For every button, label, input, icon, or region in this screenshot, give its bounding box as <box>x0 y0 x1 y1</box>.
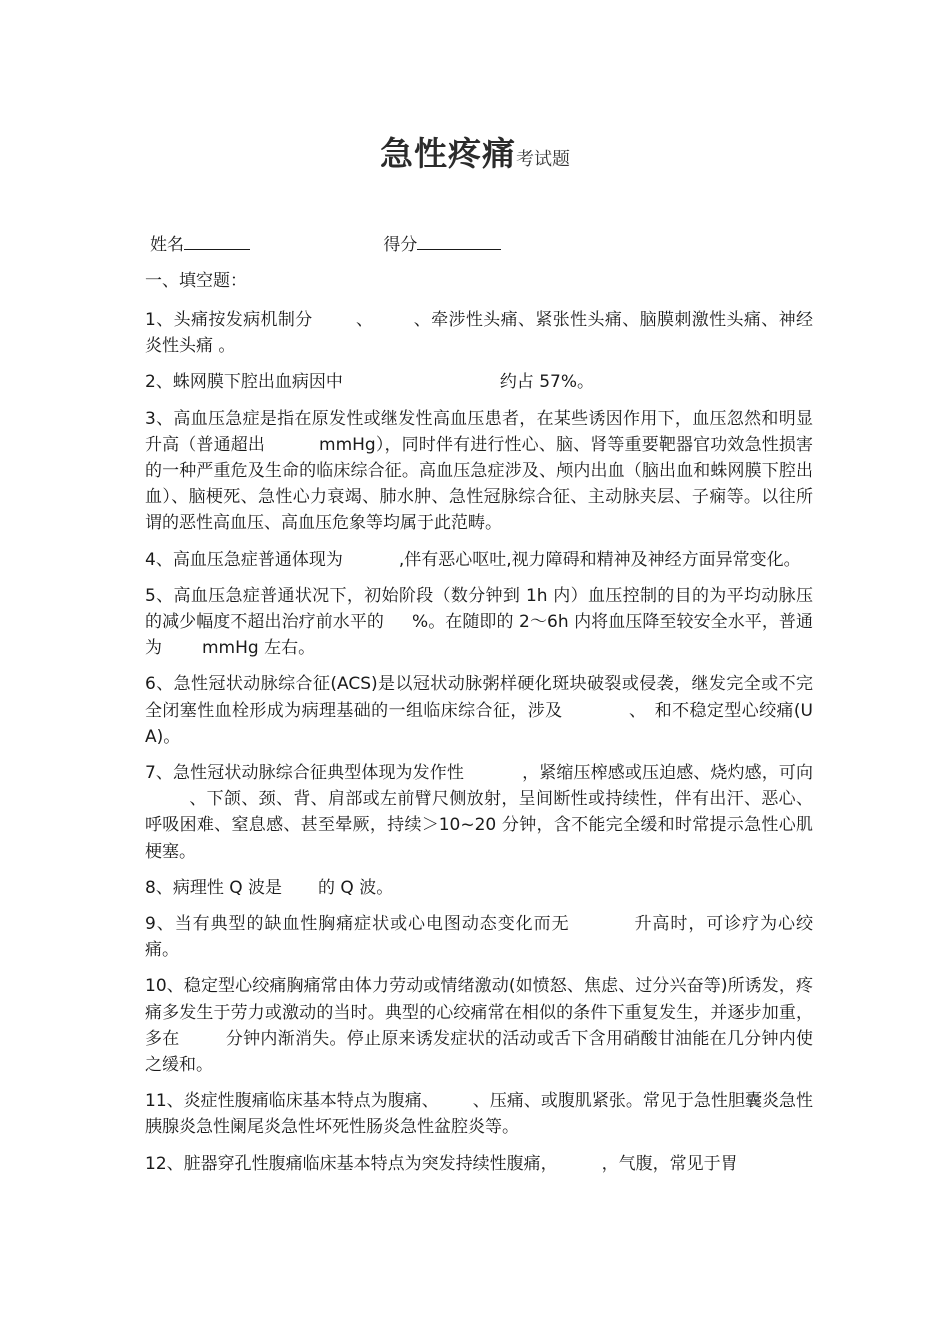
student-info-row <box>150 230 501 255</box>
question-text: 、 <box>628 700 647 721</box>
question-text: 3、高血压急症是指在原发性或继发性高血压患者，在某些诱因作用下，血压忽然和明显升高（普通超出 <box>145 408 813 455</box>
title-main: 急性疼痛 <box>380 134 516 173</box>
score-label: 得分 <box>383 235 418 255</box>
question-text: 8、病理性 Q 波是 <box>145 877 283 898</box>
question-text: %。在随即的 2～6h 内将血压降至较安全水平，普通为 <box>145 612 813 659</box>
question-text: 、下颌、颈、背、肩部或左前臂尺侧放射，呈间断性或持续性，伴有出汗、恶心、呼吸困难、窒息感、甚至晕厥，持续＞10~20 分钟，含不能完全缓和时常提示急性心肌梗塞。 <box>145 789 813 862</box>
question-text: 和不稳定型心绞痛(UA)。 <box>145 700 813 747</box>
name-label: 姓名 <box>150 235 184 255</box>
section-heading: 一、填空题： <box>145 271 247 291</box>
score-field <box>383 230 501 255</box>
question-text: 、压痛、或腹肌紧张。常见于急性胆囊炎急性胰腺炎急性阑尾炎急性坏死性肠炎急性盆腔炎等。 <box>145 1091 813 1138</box>
question-11 <box>145 1088 813 1140</box>
question-text: 11、炎症性腹痛临床基本特点为腹痛、 <box>145 1091 439 1112</box>
question-6 <box>145 671 813 750</box>
question-text: 约占 57%。 <box>499 372 595 393</box>
question-text: 5、高血压急症普通状况下，初始阶段（数分钟到 1h 内）血压控制的目的为平均动脉压的减少幅度不超出治疗前水平的 <box>145 585 813 633</box>
question-9 <box>145 911 813 963</box>
question-8 <box>145 875 813 901</box>
name-blank[interactable] <box>184 231 250 250</box>
question-7 <box>145 760 813 865</box>
question-text: 1、头痛按发病机制分 <box>145 310 313 330</box>
question-text: 12、脏器穿孔性腹痛临床基本特点为突发持续性腹痛， <box>145 1153 558 1174</box>
question-text: 、颅内出血（脑出血和蛛网膜下腔出血）、脑梗死、急性心力衰竭、肺水肿、急性冠脉综合征、主动脉夹层、子痫等。以往所谓的恶性高血压、高血压危象等均属于此范畴。 <box>145 461 814 534</box>
question-text: 4、高血压急症普通体现为 <box>145 549 343 570</box>
question-5 <box>145 583 813 662</box>
question-3 <box>145 406 813 537</box>
question-text: ，气腹，常见于胃 <box>601 1153 738 1174</box>
question-text: 9、当有典型的缺血性胸痛症状或心电图动态变化而无 <box>145 914 570 935</box>
question-text: mmHg 左右。 <box>202 638 316 659</box>
title-sub: 考试题 <box>516 149 570 170</box>
question-text: 的 Q 波。 <box>318 877 394 898</box>
question-text: mmHg），同时伴有进行性心、脑、肾等重要靶器官功效急性损害的一种严重危及生命的临床综合征。高血压急症涉及 <box>145 434 814 482</box>
question-text: 7、急性冠状动脉综合征典型体现为发作性 <box>145 763 465 784</box>
question-text: 、 <box>355 310 374 330</box>
question-text: 分钟内渐消失。停止原来诱发症状的活动或舌下含用硝酸甘油能在几分钟内使之缓和。 <box>145 1028 814 1076</box>
question-text: 升高时，可诊疗为心绞痛。 <box>145 914 813 961</box>
name-field <box>150 230 250 255</box>
question-text: ,伴有恶心呕吐,视力障碍和精神及神经方面异常变化。 <box>398 549 801 570</box>
question-text: 2、蛛网膜下腔出血病因中 <box>145 372 343 393</box>
question-text: 10、稳定型心绞痛胸痛常由体力劳动或情绪激动(如愤怒、焦虑、过分兴奋等)所诱发，疼痛多发生于劳力或激动的当时。典型的心绞痛常在相似的条件下重复发生，并逐步加重，多在 <box>145 976 813 1049</box>
question-1 <box>145 307 813 359</box>
question-text: 、牵涉性头痛、紧张性头痛、脑膜刺激性头痛、神经炎性头痛 。 <box>145 310 814 357</box>
question-text: 6、急性冠状动脉综合征(ACS)是以冠状动脉粥样硬化斑块破裂或侵袭，继发完全或不完全闭塞性血栓形成为病理基础的一组临床综合征，涉及 <box>145 674 813 721</box>
score-blank[interactable] <box>417 231 501 250</box>
page-title <box>0 128 950 175</box>
question-2 <box>145 369 813 395</box>
question-12 <box>145 1151 813 1177</box>
question-list <box>145 307 813 1187</box>
question-4 <box>145 547 813 573</box>
question-text: ，紧缩压榨感或压迫感、烧灼感，可向 <box>522 763 814 784</box>
question-10 <box>145 973 813 1078</box>
